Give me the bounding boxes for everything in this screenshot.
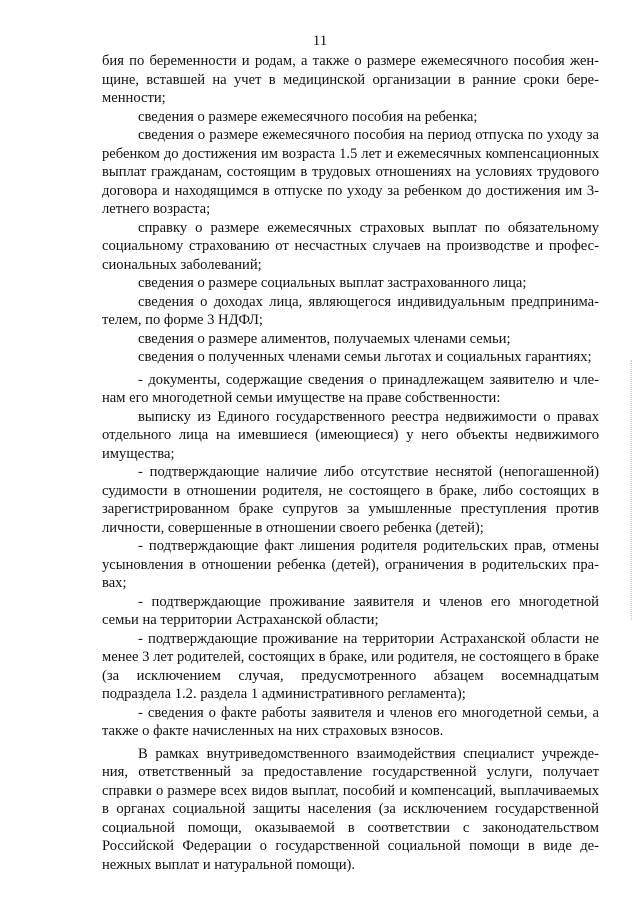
paragraph-1: бия по беременности и родам, а также о размере ежемесячного пособия женщине, вставшей на учет в медицинской организации в ранние сроки беременности; (102, 53, 599, 106)
scan-edge-marks (631, 360, 633, 620)
paragraph-13: - подтверждающие проживание заявителя и членов его многодетной семьи на территории Астраханской области; (102, 593, 599, 628)
paragraph-10: выписку из Единого государственного реестра недвижимости о правах отдельного лица на имевшиеся (имеющиеся) у него объекты недвижимого имущества; (102, 408, 599, 462)
paragraph-16: В рамках внутриведомственного взаимодействия специалист учреждения, ответственный за предоставление государственной услуги, получает справки о размере всех видов выплат, пособий и компенсаций, выплачиваемых в органах социальной защиты населения (за исключением государственной социальной помощи, оказываемой в соответствии с законодательством Российской Федерации о государственной социальной помощи в виде денежных выплат и натуральной помощи). (102, 745, 599, 873)
paragraph-9: - документы, содержащие сведения о принадлежащем заявителю и членам его многодетной семьи имуществе на праве собственности: (102, 371, 599, 406)
paragraph-5: сведения о размере социальных выплат застрахованного лица; (138, 275, 527, 291)
paragraph-4: справку о размере ежемесячных страховых выплат по обязательному социальному страхованию от несчастных случаев на производстве и профессиональных заболеваний; (102, 219, 599, 273)
paragraph-14: - подтверждающие проживание на территории Астраханской области не менее 3 лет родителей, состоящих в браке, или родителя, не состоящего в браке (за исключением случая, предусмотренного абзацем восемнадцатым подраздела 1.2. раздела 1 административного регламента); (102, 630, 599, 702)
document-body (102, 52, 599, 874)
paragraph-7: сведения о размере алиментов, получаемых членами семьи; (138, 330, 511, 347)
paragraph-3: сведения о размере ежемесячного пособия на период отпуска по уходу за ребенком до достижения им возраста 1.5 лет и ежемесячных компенсационных выплат гражданам, состоящим в трудовых отношениях на условиях трудового договора и находящимся в отпуске по уходу за ребенком до достижения им 3-летнего возраста; (102, 127, 599, 217)
paragraph-6: сведения о доходах лица, являющегося индивидуальным предпринимателем, по форме 3 НДФЛ; (102, 293, 599, 328)
paragraph-2: сведения о размере ежемесячного пособия на ребенка; (138, 108, 478, 125)
paragraph-12: - подтверждающие факт лишения родителя родительских прав, отмены усыновления в отношении ребенка (детей), ограничения в родительских правах; (102, 538, 599, 591)
paragraph-8: сведения о полученных членами семьи льготах и социальных гарантиях; (138, 349, 592, 365)
page-number: 11 (312, 33, 328, 49)
paragraph-15: - сведения о факте работы заявителя и членов его многодетной семьи, а также о факте начисленных на них страховых взносов. (102, 704, 599, 739)
paragraph-11: - подтверждающие наличие либо отсутствие неснятой (непогашенной) судимости в отношении родителя, не состоящего в браке, либо состоящих в зарегистрированном браке супругов за умышленные преступления против личности, совершенные в отношении своего ребенка (детей); (102, 464, 599, 536)
